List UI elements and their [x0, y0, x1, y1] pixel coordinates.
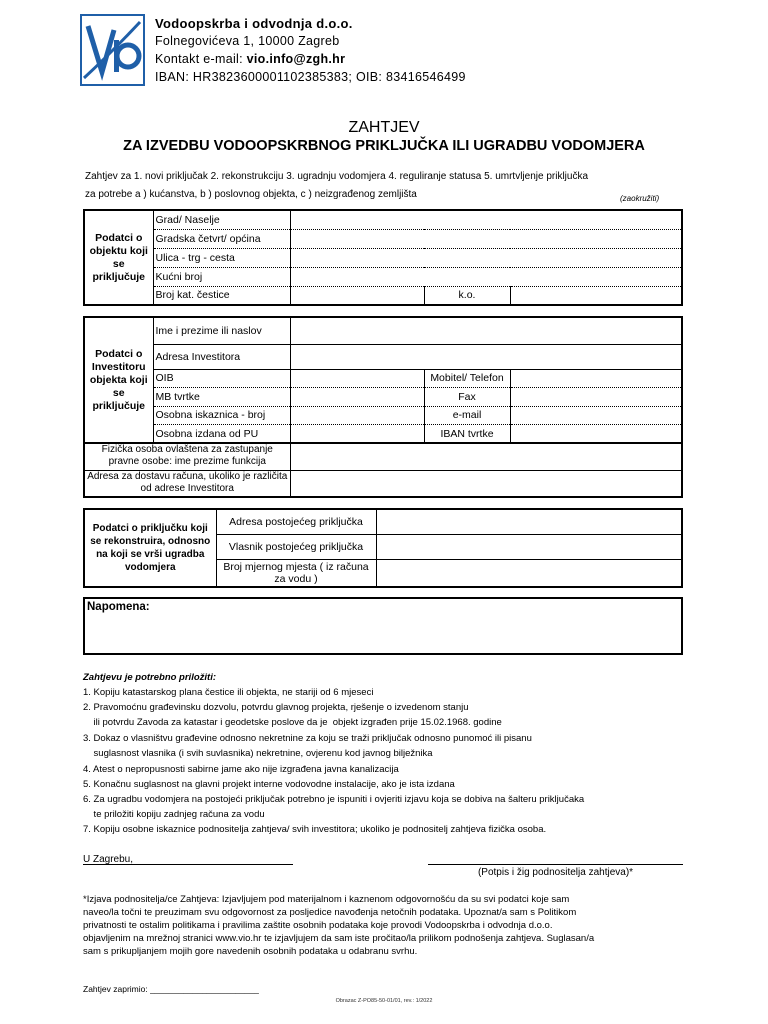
attachment-line: ili potvrdu Zavoda za katastar i geodetske poslove da je objekt izgrađen prije 15.02.1968. godine — [83, 717, 502, 728]
investor-name-field[interactable] — [290, 317, 682, 345]
contact-email: vio.info@zgh.hr — [246, 52, 346, 66]
attachment-line: 2. Pravomoćnu građevinsku dozvolu, potvrdu glavnog projekta, rješenje o izvedenom stanju — [83, 702, 469, 713]
note-label: Napomena: — [87, 601, 150, 613]
meter-number-field[interactable] — [376, 559, 682, 587]
email-field[interactable] — [510, 406, 682, 424]
investor-row-label: Adresa Investitora — [153, 345, 290, 370]
object-row-label: Kućni broj — [153, 267, 290, 286]
existing-connection-owner-field[interactable] — [376, 534, 682, 559]
circle-note: (zaokružiti) — [620, 194, 660, 203]
company-address: Folnegovićeva 1, 10000 Zagreb — [155, 34, 340, 48]
note-box[interactable] — [83, 597, 683, 655]
connection-section-label: Podatci o priključku koji se rekonstruira, odnosno na koji se vrši ugradba vodomjera — [84, 509, 216, 587]
investor-row-label: Osobna izdana od PU — [153, 425, 290, 443]
statement-line: objavljenim na mrežnoj stranici www.vio.hr te izjavljujem da sam iste pročitao/la prilikom podnošenja zahtjeva. Suglasan/a — [83, 933, 595, 944]
object-row-label: Grad/ Naselje — [153, 210, 290, 229]
form-code: Obrazac Z-PO85-50-01/01, rev.: 1/2022 — [335, 998, 433, 1004]
investor-row-label: OIB — [153, 369, 290, 387]
statement-line: sam s prikupljanjem mojih gore navedenih osobnih podataka u odabranu svrhu. — [83, 946, 418, 957]
attachment-line: suglasnost vlasnika (i svih suvlasnika) nekretnine, ovjerenu kod javnog bilježnika — [83, 748, 433, 759]
investor-section — [83, 316, 683, 444]
company-iban-field[interactable] — [510, 425, 682, 443]
company-mb-field[interactable] — [290, 388, 424, 406]
form-title: ZAHTJEV — [348, 119, 420, 136]
attachment-line: 6. Za ugradbu vodomjera na postojeći priključak potrebno je ispuniti i ovjeriti izjavu koja se dobiva na šalteru priključaka — [83, 794, 585, 805]
object-row-label: Broj kat. čestice — [153, 286, 290, 305]
investor-address-field[interactable] — [290, 345, 682, 370]
id-issued-field[interactable] — [290, 425, 424, 443]
investor-extra-section — [83, 443, 683, 498]
attachment-line: te priložiti kopiju zadnjeg računa za vodu — [83, 809, 265, 820]
statement-line: *Izjava podnositelja/ce Zahtjeva: Izjavljujem pod materijalnom i kaznenom odgovornošću da su svi podatci koje sam — [83, 894, 570, 905]
received-by: Zahtjev zaprimio: _______________________ — [83, 984, 259, 994]
authorized-person-field[interactable] — [290, 443, 682, 470]
investor-row-label: Fax — [424, 388, 510, 406]
fax-field[interactable] — [510, 388, 682, 406]
attachments-heading: Zahtjevu je potrebno priložiti: — [83, 672, 216, 683]
object-row-label: Gradska četvrt/ općina — [153, 229, 290, 248]
oib-field[interactable] — [290, 369, 424, 387]
street-field[interactable] — [290, 248, 682, 267]
object-section-label: Podatci o objektu koji se priključuje — [84, 210, 153, 305]
request-type-line: Zahtjev za 1. novi priključak 2. rekonstrukciju 3. ugradnju vodomjera 4. reguliranje statusa 5. umrtvljenje priključka — [85, 171, 589, 182]
attachment-line: 1. Kopiju katastarskog plana čestice ili objekta, ne stariji od 6 mjeseci — [83, 687, 374, 698]
investor-row-label: Mobitel/ Telefon — [424, 369, 510, 387]
existing-connection-address-field[interactable] — [376, 509, 682, 534]
statement-line: naveo/la točni te preuzimam svu odgovornost za posljedice navođenja netočnih podataka. Upoznat/a sam s Politikom — [83, 907, 577, 918]
investor-row-label: IBAN tvrtke — [424, 425, 510, 443]
city-field[interactable] — [290, 210, 682, 229]
parcel-number-field[interactable] — [290, 286, 424, 305]
request-purpose-line: za potrebe a ) kućanstva, b ) poslovnog objekta, c ) neizgrađenog zemljišta — [85, 189, 417, 200]
investor-row-label: Ime i prezime ili naslov — [153, 317, 290, 345]
billing-address-label: Adresa za dostavu računa, ukoliko je različita od adrese Investitora — [84, 470, 290, 497]
authorized-person-label: Fizička osoba ovlaštena za zastupanje pravne osobe: ime prezime funkcija — [84, 443, 290, 470]
house-number-field[interactable] — [290, 267, 682, 286]
connection-row-label: Vlasnik postojećeg priključka — [216, 534, 376, 559]
place-label: U Zagrebu, — [83, 854, 134, 865]
attachment-line: 5. Konačnu suglasnost na glavni projekt interne vodovodne instalacije, ako je ista izdana — [83, 779, 455, 790]
connection-section — [83, 508, 683, 588]
connection-row-label: Adresa postojećeg priključka — [216, 509, 376, 534]
object-section — [83, 209, 683, 306]
investor-section-label: Podatci o Investitoru objekta koji se priključuje — [84, 317, 153, 443]
contact-label: Kontakt e-mail: — [155, 52, 247, 66]
statement-line: privatnosti te ostalim politikama i pravilima zaštite osobnih podataka koje provodi Vodoopskrba i odvodnja d.o.o. — [83, 920, 553, 931]
investor-row-label: Osobna iskaznica - broj — [153, 406, 290, 424]
vio-logo — [80, 14, 145, 86]
company-name: Vodoopskrba i odvodnja d.o.o. — [155, 16, 353, 31]
object-row-label: Ulica - trg - cesta — [153, 248, 290, 267]
company-iban: IBAN: HR3823600001102385383; OIB: 83416546499 — [155, 70, 466, 84]
id-card-field[interactable] — [290, 406, 424, 424]
signature-line[interactable] — [428, 864, 683, 865]
form-subtitle: ZA IZVEDBU VODOOPSKRBNOG PRIKLJUČKA ILI UGRADBU VODOMJERA — [123, 138, 645, 154]
district-field[interactable] — [290, 229, 682, 248]
place-date-field[interactable] — [83, 854, 293, 865]
ko-field[interactable] — [510, 286, 682, 305]
phone-field[interactable] — [510, 369, 682, 387]
billing-address-field[interactable] — [290, 470, 682, 497]
connection-row-label: Broj mjernog mjesta ( iz računa za vodu ) — [216, 559, 376, 587]
company-contact — [155, 52, 345, 66]
attachment-line: 7. Kopiju osobne iskaznice podnositelja zahtjeva/ svih investitora; ukoliko je podnositelj zahtjeva fizička osoba. — [83, 824, 547, 835]
investor-row-label: MB tvrtke — [153, 388, 290, 406]
attachment-line: 3. Dokaz o vlasništvu građevine odnosno nekretnine za koju se traži priključak odnosno punomoć ili pisanu — [83, 733, 532, 744]
signature-label: (Potpis i žig podnositelja zahtjeva)* — [477, 867, 634, 878]
ko-label: k.o. — [424, 286, 510, 305]
attachment-line: 4. Atest o nepropusnosti sabirne jame ako nije izgrađena javna kanalizacija — [83, 764, 399, 775]
investor-row-label: e-mail — [424, 406, 510, 424]
